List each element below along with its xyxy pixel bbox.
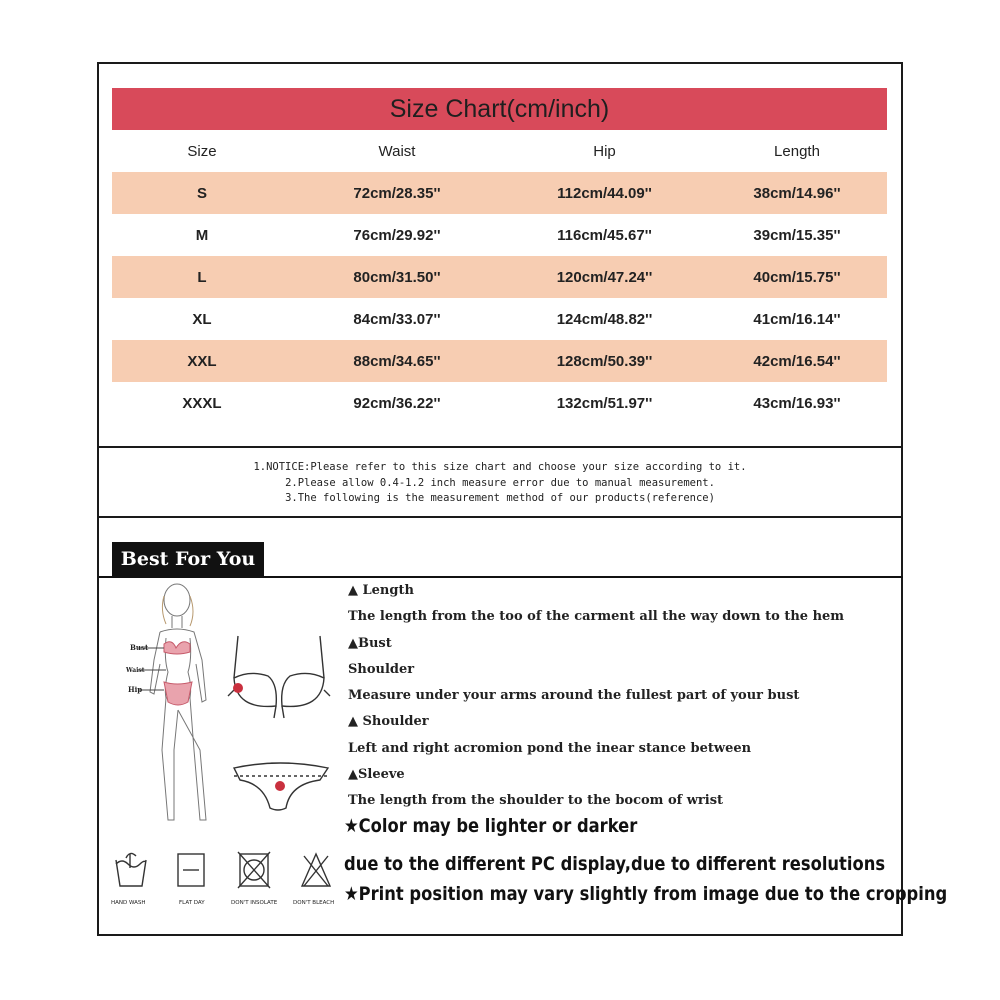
- care-icons-row: [108, 848, 348, 918]
- size-table: [112, 130, 887, 424]
- waist-cell: 84cm/33.07'': [353, 310, 441, 328]
- display-note: due to the different PC display,due to different resolutions: [344, 853, 886, 875]
- description-line: ▲Bust: [348, 635, 392, 651]
- waist-cell: 92cm/36.22'': [353, 394, 441, 412]
- description-line: Shoulder: [348, 661, 415, 677]
- hip-cell: 116cm/45.67'': [557, 226, 652, 244]
- length-cell: 38cm/14.96'': [753, 184, 841, 202]
- header-length: Length: [774, 142, 820, 160]
- waist-label: Waist: [126, 667, 145, 674]
- description-line: Measure under your arms around the fullest part of your bust: [348, 688, 800, 704]
- bust-label: Bust: [130, 643, 149, 652]
- hip-cell: 112cm/44.09'': [557, 184, 652, 202]
- hip-cell: 128cm/50.39'': [556, 352, 653, 370]
- color-note: ★Color may be lighter or darker: [344, 815, 638, 837]
- hand-wash-label: HAND WASH: [111, 900, 146, 906]
- section-divider: [97, 516, 903, 518]
- table-row: [112, 298, 887, 340]
- size-cell: XL: [192, 310, 212, 328]
- section-divider: [97, 446, 903, 448]
- print-position-note: ★Print position may vary slightly from image due to the cropping: [344, 883, 948, 905]
- header-size: Size: [187, 142, 217, 160]
- length-cell: 39cm/15.35'': [753, 226, 841, 244]
- dont-bleach-label: DON'T BLEACH: [293, 900, 335, 906]
- size-cell: L: [197, 268, 207, 286]
- description-line: Left and right acromion pond the inear stance between: [348, 740, 752, 756]
- length-cell: 41cm/16.14'': [753, 310, 841, 328]
- notice-line: 3.The following is the measurement method of our products(reference): [285, 492, 715, 504]
- table-row: [112, 214, 887, 256]
- notice-line: 2.Please allow 0.4-1.2 inch measure error due to manual measurement.: [285, 476, 715, 489]
- waist-cell: 80cm/31.50'': [353, 268, 441, 286]
- hip-label: Hip: [128, 685, 143, 694]
- bra-sketch: [228, 636, 330, 718]
- description-line: The length from the too of the carment all the way down to the hem: [348, 609, 845, 625]
- description-line: ▲ Shoulder: [348, 714, 429, 730]
- length-cell: 43cm/16.93'': [753, 394, 841, 412]
- hip-cell: 124cm/48.82'': [556, 310, 653, 328]
- header-waist: Waist: [378, 142, 416, 160]
- description-line: ▲Sleeve: [348, 767, 405, 783]
- best-for-you-label: Best For You: [120, 548, 256, 570]
- size-cell: M: [195, 226, 209, 244]
- size-chart-title: Size Chart(cm/inch): [389, 94, 610, 123]
- waist-cell: 76cm/29.92'': [353, 226, 441, 244]
- hip-cell: 132cm/51.97'': [556, 394, 653, 412]
- table-header-row: [112, 130, 887, 172]
- table-row: [112, 172, 887, 214]
- size-cell: XXL: [187, 352, 217, 370]
- flat-day-label: FLAT DAY: [179, 900, 205, 906]
- size-cell: XXXL: [182, 394, 222, 412]
- table-row: [112, 382, 887, 424]
- do-not-insolate-icon: [238, 852, 270, 888]
- hip-cell: 120cm/47.24'': [556, 268, 653, 286]
- dont-insolate-label: DON'T INSOLATE: [231, 900, 278, 906]
- hand-wash-icon: [116, 853, 146, 886]
- size-chart-title-bar: [112, 88, 887, 130]
- best-for-you-tab: [112, 542, 264, 576]
- waist-cell: 72cm/28.35'': [353, 184, 441, 202]
- measurement-description: [348, 578, 888, 815]
- description-line: ▲ Length: [348, 583, 414, 598]
- measurement-illustration: [110, 580, 340, 840]
- table-row: [112, 340, 887, 382]
- header-hip: Hip: [593, 142, 616, 160]
- notice-block: [97, 460, 903, 507]
- size-cell: S: [196, 184, 207, 202]
- do-not-bleach-icon: [302, 854, 330, 886]
- flat-dry-icon: [178, 854, 204, 886]
- length-cell: 40cm/15.75'': [753, 268, 841, 286]
- table-row: [112, 256, 887, 298]
- notice-line: 1.NOTICE:Please refer to this size chart and choose your size according to it.: [253, 461, 747, 473]
- length-cell: 42cm/16.54'': [753, 352, 841, 370]
- description-line: The length from the shoulder to the bocom of wrist: [348, 793, 724, 809]
- waist-cell: 88cm/34.65'': [353, 352, 441, 370]
